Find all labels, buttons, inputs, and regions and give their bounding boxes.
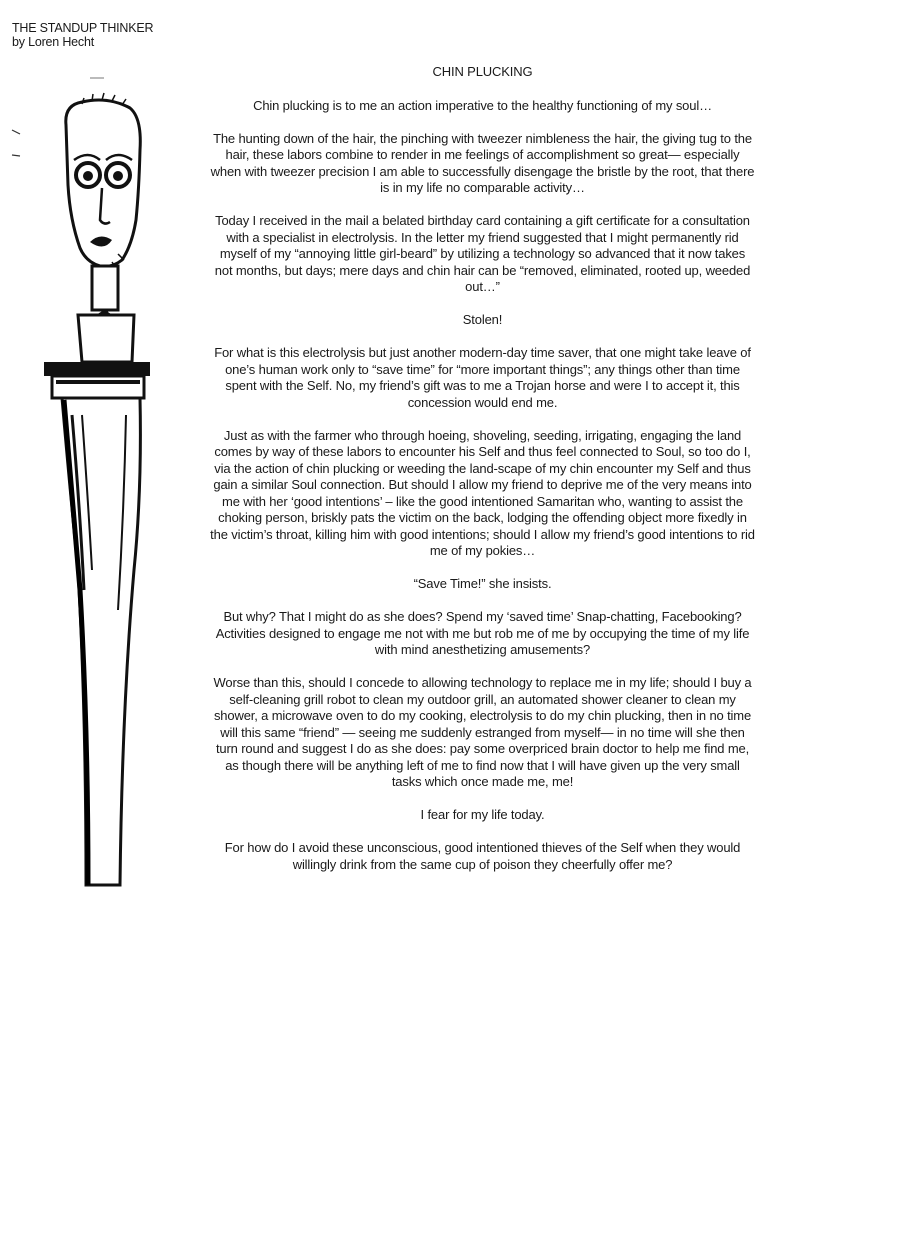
article bbox=[210, 64, 755, 890]
article-paragraph: Worse than this, should I concede to allowing technology to replace me in my life; should I buy a self-cleaning grill robot to clean my outdoor grill, an automated shower cleaner to clean my shower, a microwave oven to do my cooking, electrolysis to do my chin plucking, then in no time will this same “friend” — seeing me suddenly estranged from myself— in no time will she then turn round and suggest I do as she does: pay some overpriced brain doctor to help me find me, as though there will be anything left of me to find now that I will have given up the very small tasks which once made me, me! bbox=[213, 675, 752, 789]
article-paragraph: The hunting down of the hair, the pinching with tweezer nimbleness the hair, the giving tug to the hair, these labors combine to render in me feelings of accomplishment so great— especially when with tweezer precision I am able to successfully disengage the bristle by the root, that there is in my life no comparable activity… bbox=[210, 130, 755, 195]
column-title: THE STANDUP THINKER bbox=[12, 21, 154, 35]
article-paragraph: For what is this electrolysis but just another modern-day time saver, that one might take leave of one’s human work only to “save time” for “more important things”; any things other than time spent with the Self. No, my friend’s gift was to me a Trojan horse and were I to accept it, this concession would end me. bbox=[214, 345, 751, 410]
article-paragraph: Chin plucking is to me an action imperative to the healthy functioning of my soul… bbox=[253, 97, 712, 113]
page-header bbox=[12, 21, 153, 49]
author-byline: by Loren Hecht bbox=[12, 35, 94, 49]
article-paragraph: But why? That I might do as she does? Spend my ‘saved time’ Snap-chatting, Facebooking? Activities designed to engage me not with me but rob me of me by occupying the time of my life with mind anesthetizing amusements? bbox=[215, 609, 750, 657]
article-paragraph: Stolen! bbox=[462, 312, 503, 327]
article-title: CHIN PLUCKING bbox=[432, 64, 533, 79]
standing-figure-illustration bbox=[0, 70, 160, 890]
article-paragraph: “Save Time!” she insists. bbox=[413, 576, 552, 591]
article-paragraph: For how do I avoid these unconscious, good intentioned thieves of the Self when they would willingly drink from the same cup of poison they cheerfully offer me? bbox=[224, 840, 741, 872]
article-paragraph: Today I received in the mail a belated birthday card containing a gift certificate for a consultation with a specialist in electrolysis. In the letter my friend suggested that I might permanently rid myself of my “annoying little girl-beard” by utilizing a technology so advanced that it now takes not months, but days; mere days and chin hair can be “removed, eliminated, rooted up, weeded out…” bbox=[214, 213, 751, 294]
article-paragraph: Just as with the farmer who through hoeing, shoveling, seeding, irrigating, engaging the land comes by way of these labors to encounter his Self and thus feel connected to Soul, so too do I, via the action of chin plucking or weeding the land-scape of my chin encounter my Self and thus gain a similar Soul connection. But should I allow my friend to deprive me of the very means into me with her ‘good intentions’ – like the good intentioned Samaritan who, wanting to assist the choking person, briskly pats the victim on the back, lodging the offending object more fixedly in the victim’s throat, killing him with good intentions; should I allow my friend’s good intentions to rid me of my pokies… bbox=[210, 427, 755, 558]
article-paragraph: I fear for my life today. bbox=[420, 807, 545, 822]
